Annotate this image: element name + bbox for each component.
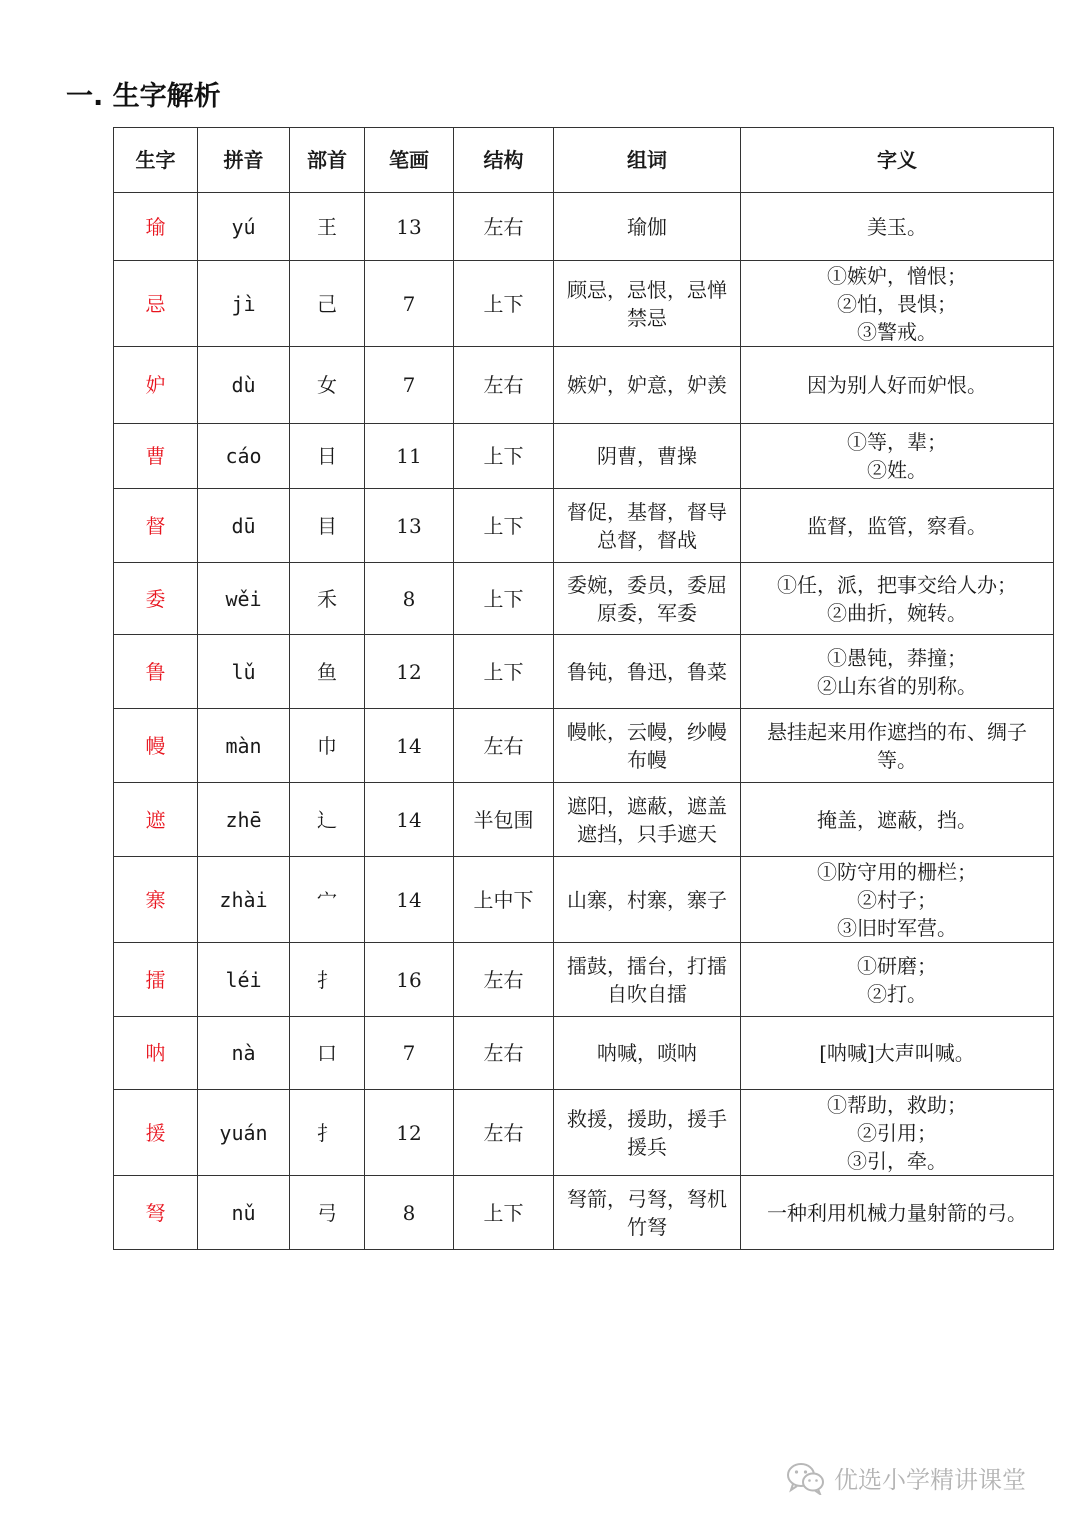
pinyin-cell: dù — [198, 347, 290, 424]
table-row — [114, 943, 1054, 1017]
structure-cell: 上中下 — [454, 857, 554, 943]
table-row — [114, 347, 1054, 424]
structure-cell: 左右 — [454, 193, 554, 261]
strokes-cell: 12 — [365, 1090, 454, 1176]
structure-cell: 上下 — [454, 635, 554, 709]
meaning-line: ①愚钝，莽撞； — [827, 645, 967, 670]
meaning-line: 悬挂起来用作遮挡的布、绸子 — [767, 719, 1027, 744]
word-line: 弩箭，弓弩，弩机 — [567, 1186, 727, 1211]
meaning-line: ③警戒。 — [857, 319, 937, 344]
pinyin-cell: yú — [198, 193, 290, 261]
word-line: 幔帐，云幔，纱幔 — [567, 719, 727, 744]
meaning-line: ②姓。 — [867, 458, 927, 482]
pinyin-cell: yuán — [198, 1090, 290, 1176]
word-line: 竹弩 — [627, 1214, 667, 1239]
meaning-line: 掩盖，遮蔽，挡。 — [817, 807, 977, 832]
pinyin-cell: jì — [198, 261, 290, 347]
meaning-cell — [741, 635, 1054, 709]
radical-cell: 己 — [290, 261, 365, 347]
meaning-line: 监督，监管，察看。 — [807, 513, 987, 538]
meaning-line: ②山东省的别称。 — [817, 673, 977, 698]
radical-cell: 日 — [290, 424, 365, 489]
table-header-row — [114, 128, 1054, 193]
word-line: 总督，督战 — [597, 527, 697, 552]
page-title: 一. 生字解析 — [66, 81, 221, 112]
words-cell — [554, 1017, 741, 1090]
word-line: 嫉妒，妒意，妒羡 — [567, 373, 727, 397]
table-row — [114, 1176, 1054, 1250]
pinyin-cell: zhài — [198, 857, 290, 943]
word-line: 禁忌 — [627, 305, 667, 330]
char-cell: 忌 — [114, 261, 198, 347]
meaning-line: ②打。 — [867, 981, 927, 1006]
strokes-cell: 14 — [365, 709, 454, 783]
watermark-text: 优选小学精讲课堂 — [834, 1466, 1026, 1494]
table-row — [114, 857, 1054, 943]
wechat-icon — [786, 1461, 826, 1495]
meaning-line: ①帮助，救助； — [827, 1092, 967, 1117]
header-meaning: 字义 — [741, 128, 1054, 193]
radical-cell: 目 — [290, 489, 365, 563]
char-cell: 曹 — [114, 424, 198, 489]
word-line: 援兵 — [627, 1134, 667, 1159]
strokes-cell: 13 — [365, 193, 454, 261]
table-row — [114, 783, 1054, 857]
strokes-cell: 8 — [365, 563, 454, 635]
structure-cell: 左右 — [454, 1090, 554, 1176]
meaning-line: ①研磨； — [857, 953, 937, 978]
meaning-line: ③旧时军营。 — [837, 915, 957, 940]
header-structure: 结构 — [454, 128, 554, 193]
meaning-cell — [741, 563, 1054, 635]
meaning-cell — [741, 709, 1054, 783]
word-line: 自吹自擂 — [607, 981, 687, 1006]
strokes-cell: 8 — [365, 1176, 454, 1250]
meaning-line: ①等，辈； — [847, 430, 947, 454]
meaning-cell — [741, 857, 1054, 943]
words-cell — [554, 1090, 741, 1176]
radical-cell: 扌 — [290, 1090, 365, 1176]
meaning-line: 美玉。 — [867, 214, 927, 239]
char-cell: 呐 — [114, 1017, 198, 1090]
radical-cell: 辶 — [290, 783, 365, 857]
word-line: 遮挡，只手遮天 — [577, 821, 717, 846]
words-cell — [554, 783, 741, 857]
char-cell: 幔 — [114, 709, 198, 783]
radical-cell: 弓 — [290, 1176, 365, 1250]
strokes-cell: 11 — [365, 424, 454, 489]
char-cell: 瑜 — [114, 193, 198, 261]
words-cell — [554, 261, 741, 347]
words-cell — [554, 635, 741, 709]
char-cell: 擂 — [114, 943, 198, 1017]
pinyin-cell: dū — [198, 489, 290, 563]
word-line: 擂鼓，擂台，打擂 — [567, 953, 727, 978]
char-cell: 弩 — [114, 1176, 198, 1250]
word-line: 阴曹，曹操 — [597, 444, 697, 468]
radical-cell: 巾 — [290, 709, 365, 783]
meaning-cell — [741, 424, 1054, 489]
table-row — [114, 635, 1054, 709]
strokes-cell: 13 — [365, 489, 454, 563]
words-cell — [554, 489, 741, 563]
watermark — [786, 1460, 1026, 1495]
meaning-cell — [741, 261, 1054, 347]
strokes-cell: 14 — [365, 783, 454, 857]
pinyin-cell: cáo — [198, 424, 290, 489]
table-row — [114, 489, 1054, 563]
strokes-cell: 12 — [365, 635, 454, 709]
radical-cell: 禾 — [290, 563, 365, 635]
structure-cell: 左右 — [454, 943, 554, 1017]
pinyin-cell: wěi — [198, 563, 290, 635]
radical-cell: 女 — [290, 347, 365, 424]
table-row — [114, 563, 1054, 635]
structure-cell: 上下 — [454, 563, 554, 635]
char-cell: 遮 — [114, 783, 198, 857]
radical-cell: 口 — [290, 1017, 365, 1090]
meaning-cell — [741, 1176, 1054, 1250]
table-row — [114, 709, 1054, 783]
header-strokes: 笔画 — [365, 128, 454, 193]
radical-cell: 宀 — [290, 857, 365, 943]
table-row — [114, 424, 1054, 489]
strokes-cell: 16 — [365, 943, 454, 1017]
word-line: 布幔 — [627, 747, 667, 772]
strokes-cell: 7 — [365, 1017, 454, 1090]
word-line: 山寨，村寨，寨子 — [567, 887, 727, 912]
meaning-line: ②怕，畏惧； — [837, 291, 957, 316]
header-pinyin: 拼音 — [198, 128, 290, 193]
table-row — [114, 1017, 1054, 1090]
table-row — [114, 193, 1054, 261]
word-line: 顾忌，忌恨，忌惮 — [567, 277, 727, 302]
word-line: 原委，军委 — [597, 600, 697, 625]
structure-cell: 上下 — [454, 1176, 554, 1250]
meaning-cell — [741, 489, 1054, 563]
pinyin-cell: lǔ — [198, 635, 290, 709]
meaning-line: 等。 — [877, 747, 917, 772]
structure-cell: 半包围 — [454, 783, 554, 857]
char-cell: 鲁 — [114, 635, 198, 709]
structure-cell: 上下 — [454, 261, 554, 347]
char-cell: 妒 — [114, 347, 198, 424]
char-cell: 委 — [114, 563, 198, 635]
char-cell: 寨 — [114, 857, 198, 943]
table-row — [114, 1090, 1054, 1176]
meaning-line: ②引用； — [857, 1120, 937, 1145]
strokes-cell: 7 — [365, 347, 454, 424]
char-cell: 援 — [114, 1090, 198, 1176]
words-cell — [554, 943, 741, 1017]
meaning-line: ②曲折，婉转。 — [827, 600, 967, 625]
words-cell — [554, 1176, 741, 1250]
meaning-cell — [741, 193, 1054, 261]
header-radical: 部首 — [290, 128, 365, 193]
structure-cell: 左右 — [454, 347, 554, 424]
meaning-cell — [741, 347, 1054, 424]
words-cell — [554, 563, 741, 635]
words-cell — [554, 857, 741, 943]
header-words: 组词 — [554, 128, 741, 193]
pinyin-cell: zhē — [198, 783, 290, 857]
structure-cell: 上下 — [454, 489, 554, 563]
pinyin-cell: nà — [198, 1017, 290, 1090]
words-cell — [554, 347, 741, 424]
table-row — [114, 261, 1054, 347]
meaning-line: [呐喊]大声叫喊。 — [819, 1041, 975, 1065]
word-line: 鲁钝，鲁迅，鲁菜 — [567, 659, 727, 684]
meaning-line: ①任，派，把事交给人办； — [777, 572, 1017, 597]
meaning-line: ②村子； — [857, 887, 937, 912]
radical-cell: 扌 — [290, 943, 365, 1017]
strokes-cell: 14 — [365, 857, 454, 943]
structure-cell: 左右 — [454, 1017, 554, 1090]
strokes-cell: 7 — [365, 261, 454, 347]
meaning-cell — [741, 783, 1054, 857]
word-line: 瑜伽 — [627, 214, 667, 239]
char-cell: 督 — [114, 489, 198, 563]
meaning-cell — [741, 1017, 1054, 1090]
meaning-line: ①嫉妒，憎恨； — [827, 263, 967, 288]
word-line: 呐喊，唢呐 — [597, 1041, 697, 1065]
meaning-cell — [741, 1090, 1054, 1176]
pinyin-cell: léi — [198, 943, 290, 1017]
pinyin-cell: nǔ — [198, 1176, 290, 1250]
header-char: 生字 — [114, 128, 198, 193]
radical-cell: 王 — [290, 193, 365, 261]
meaning-line: ①防守用的栅栏； — [817, 859, 977, 884]
pinyin-cell: màn — [198, 709, 290, 783]
word-line: 督促，基督，督导 — [567, 499, 727, 524]
words-cell — [554, 709, 741, 783]
meaning-line: 因为别人好而妒恨。 — [807, 373, 987, 397]
meaning-line: ③引，牵。 — [847, 1148, 947, 1173]
meaning-line: 一种利用机械力量射箭的弓。 — [767, 1200, 1027, 1225]
structure-cell: 左右 — [454, 709, 554, 783]
words-cell — [554, 424, 741, 489]
radical-cell: 鱼 — [290, 635, 365, 709]
character-table — [113, 127, 1054, 1250]
word-line: 委婉，委员，委屈 — [567, 572, 727, 597]
meaning-cell — [741, 943, 1054, 1017]
structure-cell: 上下 — [454, 424, 554, 489]
word-line: 遮阳，遮蔽，遮盖 — [567, 793, 727, 818]
words-cell — [554, 193, 741, 261]
word-line: 救援，援助，援手 — [567, 1106, 727, 1131]
